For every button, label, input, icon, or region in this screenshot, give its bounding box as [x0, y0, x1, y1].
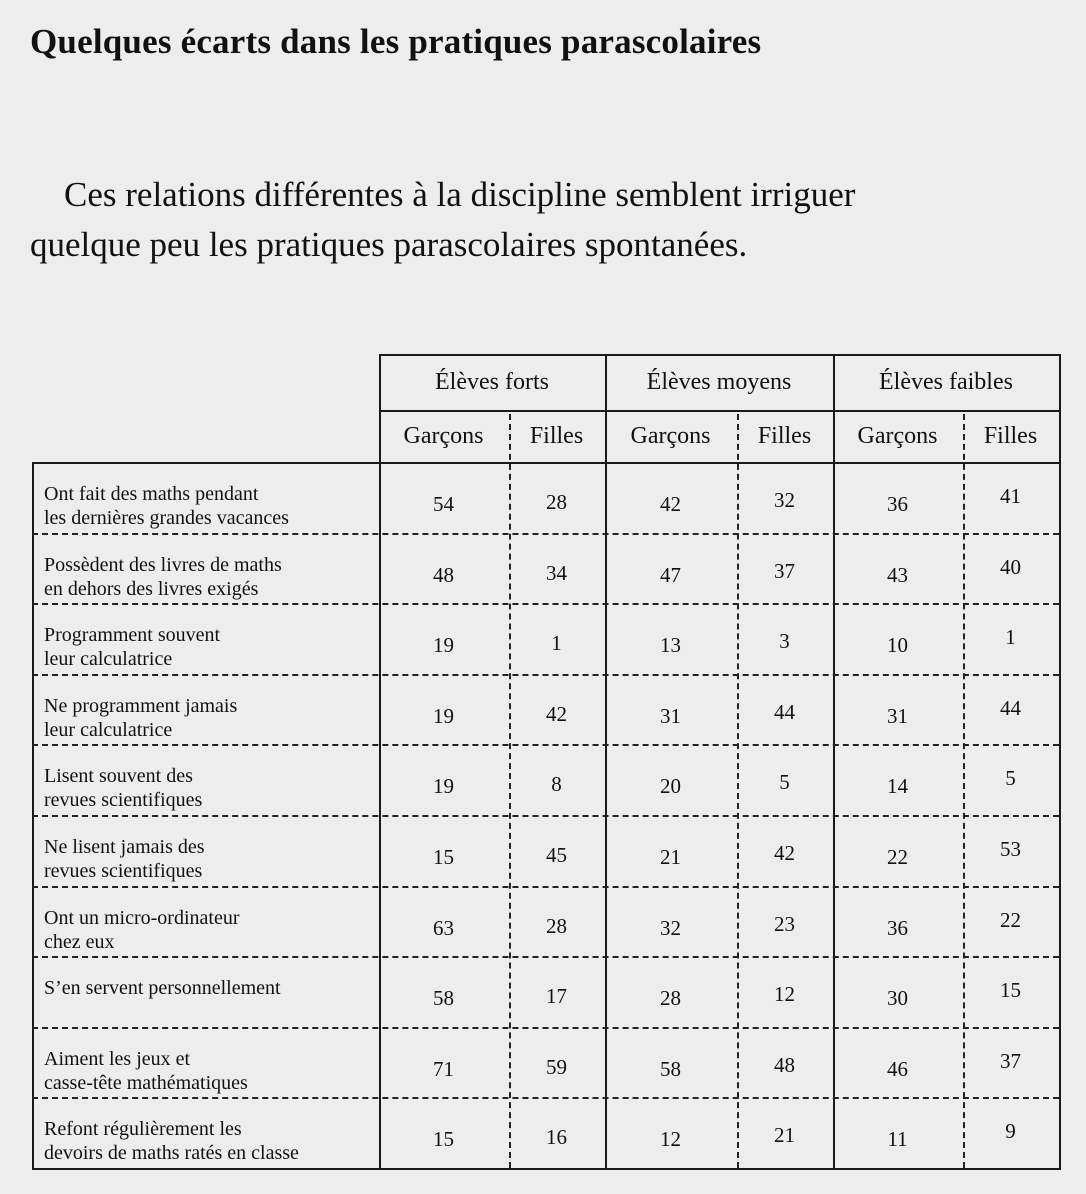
- table-cell: 16: [546, 1125, 567, 1150]
- table-cell: 9: [1005, 1119, 1016, 1144]
- row-separator-8: [32, 1027, 1059, 1029]
- subcolumn-divider-2: [963, 414, 965, 1168]
- table-cell: 30: [887, 986, 908, 1011]
- row-label: [44, 764, 374, 812]
- table-cell: 19: [433, 703, 454, 728]
- subheader-faibles-garcons: Garçons: [857, 423, 938, 449]
- subcolumn-divider-1: [737, 414, 739, 1168]
- row-label: [44, 1117, 374, 1165]
- table-cell: 5: [1005, 766, 1016, 791]
- table-cell: 32: [660, 915, 681, 940]
- group-header-moyens: Élèves moyens: [646, 369, 792, 395]
- table-cell: 43: [887, 562, 908, 587]
- row-label-line-1: Ont un micro-ordinateur: [44, 906, 240, 929]
- table-cell: 13: [660, 633, 681, 658]
- table-cell: 22: [1000, 907, 1021, 932]
- row-label-line-2: en dehors des livres exigés: [44, 577, 259, 600]
- row-separator-1: [32, 533, 1059, 535]
- table-top-border: [379, 354, 1061, 356]
- table-cell: 48: [433, 562, 454, 587]
- subheader-forts-filles: Filles: [529, 423, 584, 449]
- table-cell: 36: [887, 492, 908, 516]
- subheader-forts-garcons: Garçons: [403, 423, 484, 449]
- row-label-line-2: casse-tête mathématiques: [44, 1071, 248, 1094]
- table-cell: 42: [546, 701, 567, 726]
- row-label: [44, 694, 374, 742]
- table-cell: 19: [433, 774, 454, 799]
- row-label: [44, 835, 374, 883]
- table-cell: 58: [433, 986, 454, 1011]
- table-cell: 34: [546, 560, 567, 585]
- table-cell: 42: [774, 841, 795, 865]
- row-label-line-2: les dernières grandes vacances: [44, 507, 289, 529]
- row-label-line-1: Ne programment jamais: [44, 694, 238, 717]
- table-cell: 10: [887, 633, 908, 658]
- table-cell: 1: [551, 631, 562, 656]
- row-label-line-1: Programment souvent: [44, 624, 221, 647]
- intro-line-1: Ces relations différentes à la discipline semblent irriguer: [64, 175, 856, 214]
- table-cell: 28: [546, 490, 567, 514]
- table-cell: 45: [546, 843, 567, 867]
- row-label-line-2: chez eux: [44, 930, 115, 953]
- row-label: [44, 1047, 374, 1095]
- row-separator-5: [32, 815, 1059, 817]
- table-cell: 46: [887, 1056, 908, 1081]
- table-cell: 20: [660, 774, 681, 799]
- subheader-moyens-filles: Filles: [757, 423, 812, 449]
- row-separator-6: [32, 886, 1059, 888]
- group-divider-2: [833, 354, 835, 1170]
- row-label-line-2: devoirs de maths ratés en classe: [44, 1142, 299, 1165]
- row-label-line-1: Refont régulièrement les: [44, 1118, 242, 1141]
- table-cell: 1: [1005, 625, 1016, 650]
- table-cell: 36: [887, 915, 908, 940]
- header-bottom-border: [32, 462, 1061, 464]
- table-cell: 17: [546, 984, 567, 1009]
- table-cell: 40: [1000, 554, 1021, 579]
- subcolumn-divider-0: [509, 414, 511, 1168]
- table-cell: 21: [660, 845, 681, 869]
- table-cell: 31: [887, 703, 908, 728]
- row-label-line-2: leur calculatrice: [44, 718, 173, 741]
- subheader-moyens-garcons: Garçons: [630, 423, 711, 449]
- table-cell: 8: [551, 772, 562, 797]
- table-cell: 42: [660, 492, 681, 516]
- row-label: [44, 553, 374, 601]
- table-cell: 71: [433, 1056, 454, 1081]
- row-label-line-2: revues scientifiques: [44, 789, 203, 812]
- page-title: Quelques écarts dans les pratiques parascolaires: [30, 22, 762, 61]
- row-label: [44, 906, 374, 954]
- table-cell: 41: [1000, 484, 1021, 508]
- row-separator-4: [32, 744, 1059, 746]
- table-cell: 63: [433, 915, 454, 940]
- table-cell: 12: [774, 982, 795, 1007]
- table-cell: 48: [774, 1052, 795, 1077]
- row-label-line-1: Ont fait des maths pendant: [44, 483, 259, 505]
- row-label: [44, 482, 374, 530]
- row-separator-3: [32, 674, 1059, 676]
- table-cell: 47: [660, 562, 681, 587]
- row-label-line-1: S’en servent personnellement: [44, 977, 281, 1000]
- table-cell: 58: [660, 1056, 681, 1081]
- group-divider-1: [605, 354, 607, 1170]
- table-cell: 53: [1000, 837, 1021, 861]
- table-cell: 15: [1000, 978, 1021, 1003]
- table-cell: 15: [433, 845, 454, 869]
- subheader-faibles-filles: Filles: [983, 423, 1038, 449]
- table-cell: 14: [887, 774, 908, 799]
- table-cell: 5: [779, 770, 790, 795]
- table-bottom-border: [32, 1168, 1061, 1170]
- table-cell: 19: [433, 633, 454, 658]
- table-cell: 37: [1000, 1048, 1021, 1073]
- table-cell: 28: [546, 913, 567, 938]
- row-label-line-1: Ne lisent jamais des: [44, 836, 205, 858]
- table-right-border: [1059, 354, 1061, 1170]
- table-cell: 22: [887, 845, 908, 869]
- group-header-faibles: Élèves faibles: [879, 369, 1013, 395]
- row-label: [44, 623, 374, 671]
- row-separator-9: [32, 1097, 1059, 1099]
- row-separator-7: [32, 956, 1059, 958]
- table-cell: 44: [774, 699, 795, 724]
- row-separator-2: [32, 603, 1059, 605]
- row-label-line-1: Aiment les jeux et: [44, 1047, 191, 1070]
- table-cell: 31: [660, 703, 681, 728]
- table-cell: 23: [774, 911, 795, 936]
- table-cell: 12: [660, 1127, 681, 1152]
- table-cell: 11: [887, 1127, 908, 1152]
- row-label: [44, 976, 374, 1000]
- table-cell: 37: [774, 558, 795, 583]
- table-cell: 15: [433, 1127, 454, 1152]
- row-label-line-2: revues scientifiques: [44, 860, 203, 882]
- row-label-line-1: Lisent souvent des: [44, 765, 193, 788]
- table-cell: 32: [774, 488, 795, 512]
- table-cell: 28: [660, 986, 681, 1011]
- table-cell: 21: [774, 1123, 795, 1148]
- row-label-line-1: Possèdent des livres de maths: [44, 553, 282, 576]
- table-cell: 3: [779, 629, 790, 654]
- group-divider-0: [379, 354, 381, 1170]
- intro-line-2: quelque peu les pratiques parascolaires spontanées.: [30, 225, 748, 264]
- table-cell: 54: [433, 492, 454, 516]
- group-header-forts: Élèves forts: [435, 369, 549, 395]
- table-cell: 59: [546, 1054, 567, 1079]
- group-header-divider: [379, 410, 1061, 412]
- table-cell: 44: [1000, 695, 1021, 720]
- row-label-line-2: leur calculatrice: [44, 648, 173, 671]
